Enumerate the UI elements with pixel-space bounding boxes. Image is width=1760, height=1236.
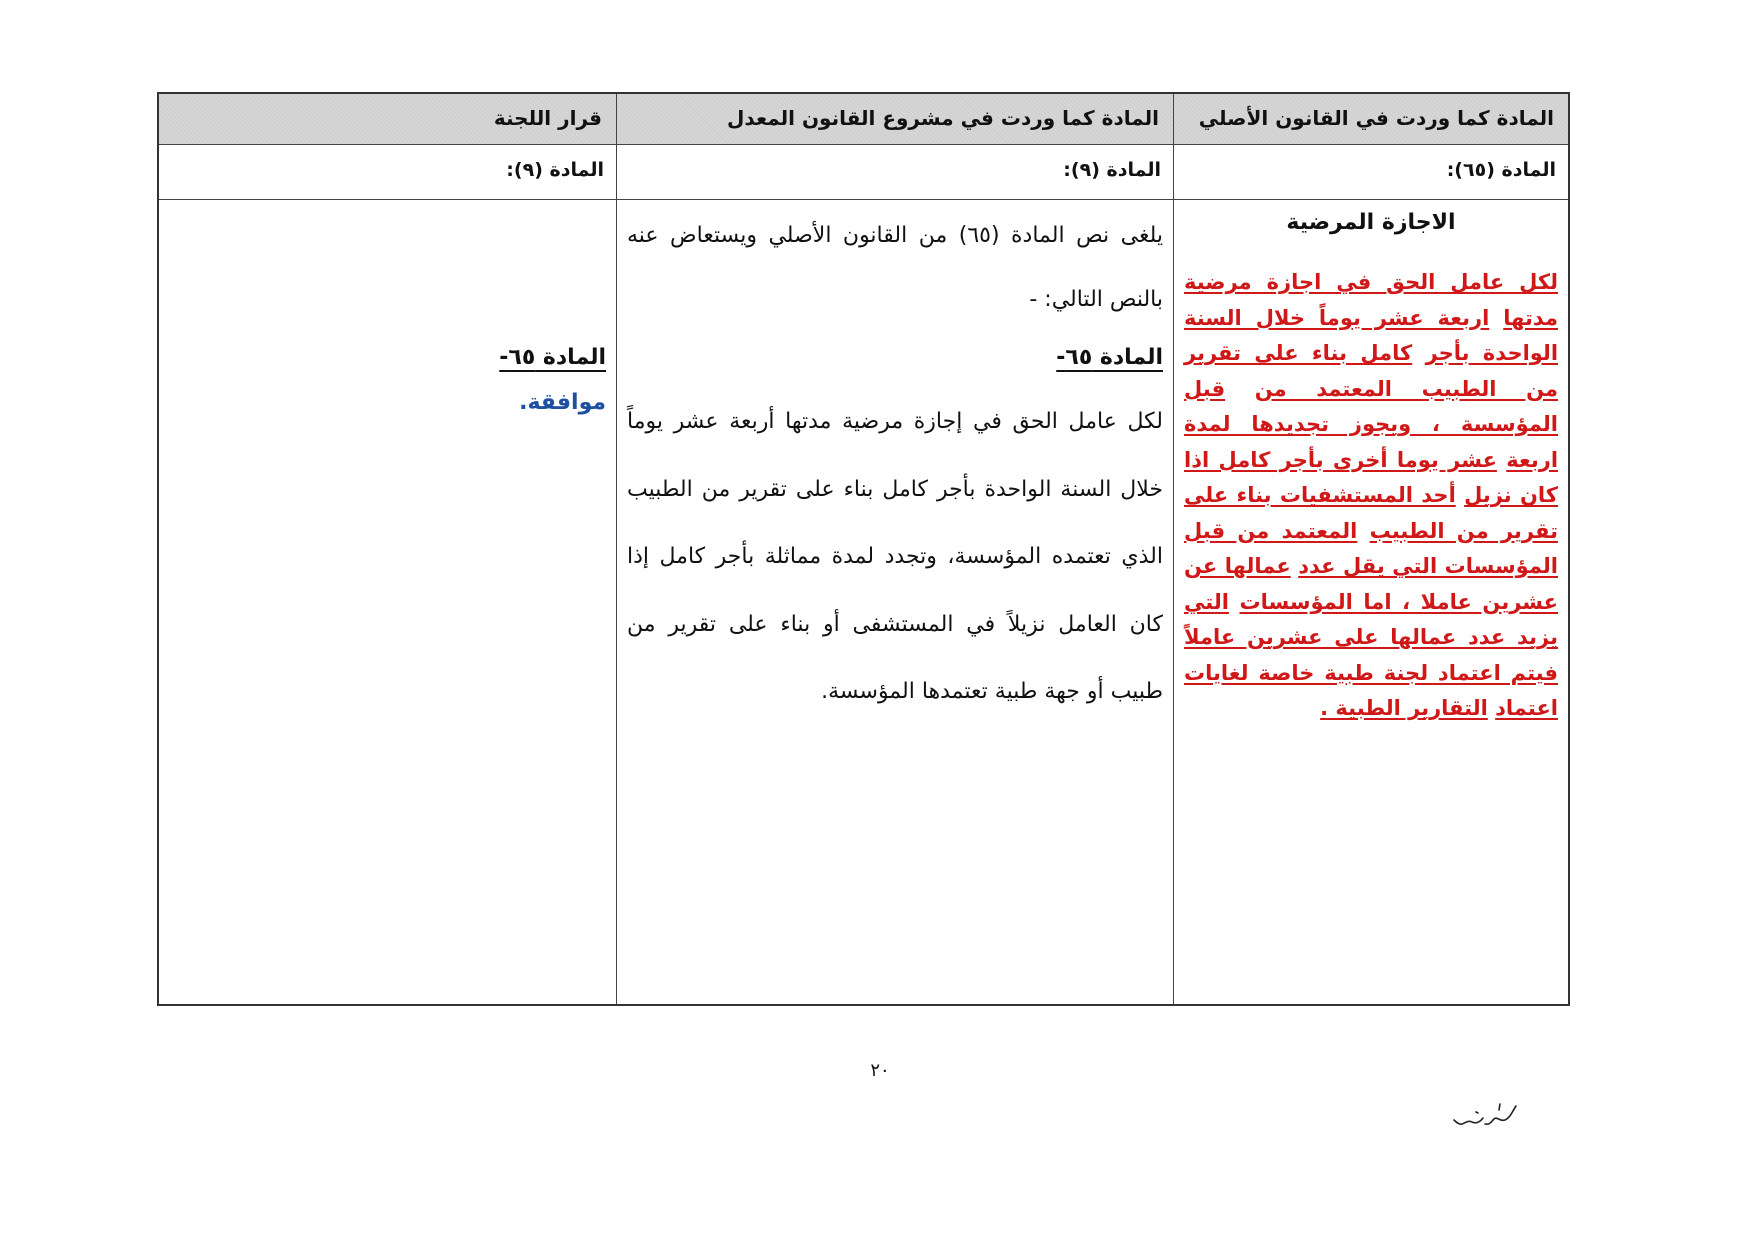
original-cell [1174,200,1568,1004]
comparison-table [157,92,1570,1006]
header-decision: قرار اللجنة [159,94,617,145]
decision-cell [159,200,617,1004]
original-line: التي يزيد عدد عمالها على عشرين عاملاً [1184,589,1558,649]
decision-article-heading: المادة ٦٥- [499,345,606,370]
original-line: عمالها عن عشرين عاملا ، اما المؤسسات [1184,554,1558,614]
amended-text: لكل عامل الحق في إجازة مرضية مدتها أربعة عشر يوماً خلال السنة الواحدة بأجر كامل بناء على تقرير من الطبيب الذي تعتمده المؤسسة، وتجدد لمدة مماثلة بأجر كامل إذا كان العامل نزيلاً في المستشفى أو بناء على تقرير من طبيب أو جهة طبية تعتمدها المؤسسة. [627,409,1163,704]
original-line: كامل بناء على تقرير من الطبيب المعتمد من [1184,341,1558,401]
original-line: قبل المؤسسة ، ويجوز تجديدها لمدة اربعة [1184,376,1559,472]
original-line: المعتمد من قبل المؤسسات التي يقل عدد [1184,518,1558,578]
header-original: المادة كما وردت في القانون الأصلي [1174,94,1568,145]
subheader-decision: المادة (٩): [159,145,617,200]
original-line: أحد المستشفيات بناء على تقرير من الطبيب [1184,483,1558,543]
amended-cell [617,200,1174,1004]
original-text [1184,265,1558,727]
subheader-original: المادة (٦٥): [1174,145,1568,200]
amended-intro: يلغى نص المادة (٦٥) من القانون الأصلي ويستعاض عنه بالنص التالي: - [627,223,1163,312]
original-line: فيتم اعتماد لجنة طبية خاصة لغايات اعتماد [1184,660,1558,720]
header-amended: المادة كما وردت في مشروع القانون المعدل [617,94,1174,145]
signature [1450,1098,1522,1132]
page-number: ٢٠ [870,1060,890,1081]
original-line: لكل عامل الحق في اجازة مرضية مدتها [1184,270,1558,330]
amended-article-heading: المادة ٦٥- [1056,345,1163,370]
original-line: التقارير الطبية . [1320,696,1488,720]
original-line: اربعة عشر يوماً خلال السنة الواحدة بأجر [1184,305,1559,365]
original-line: عشر يوما أخرى بأجر كامل اذا كان نزيل [1184,447,1558,507]
subheader-amended: المادة (٩): [617,145,1174,200]
original-title: الاجازة المرضية [1286,210,1456,235]
decision-text: موافقة. [519,390,606,415]
